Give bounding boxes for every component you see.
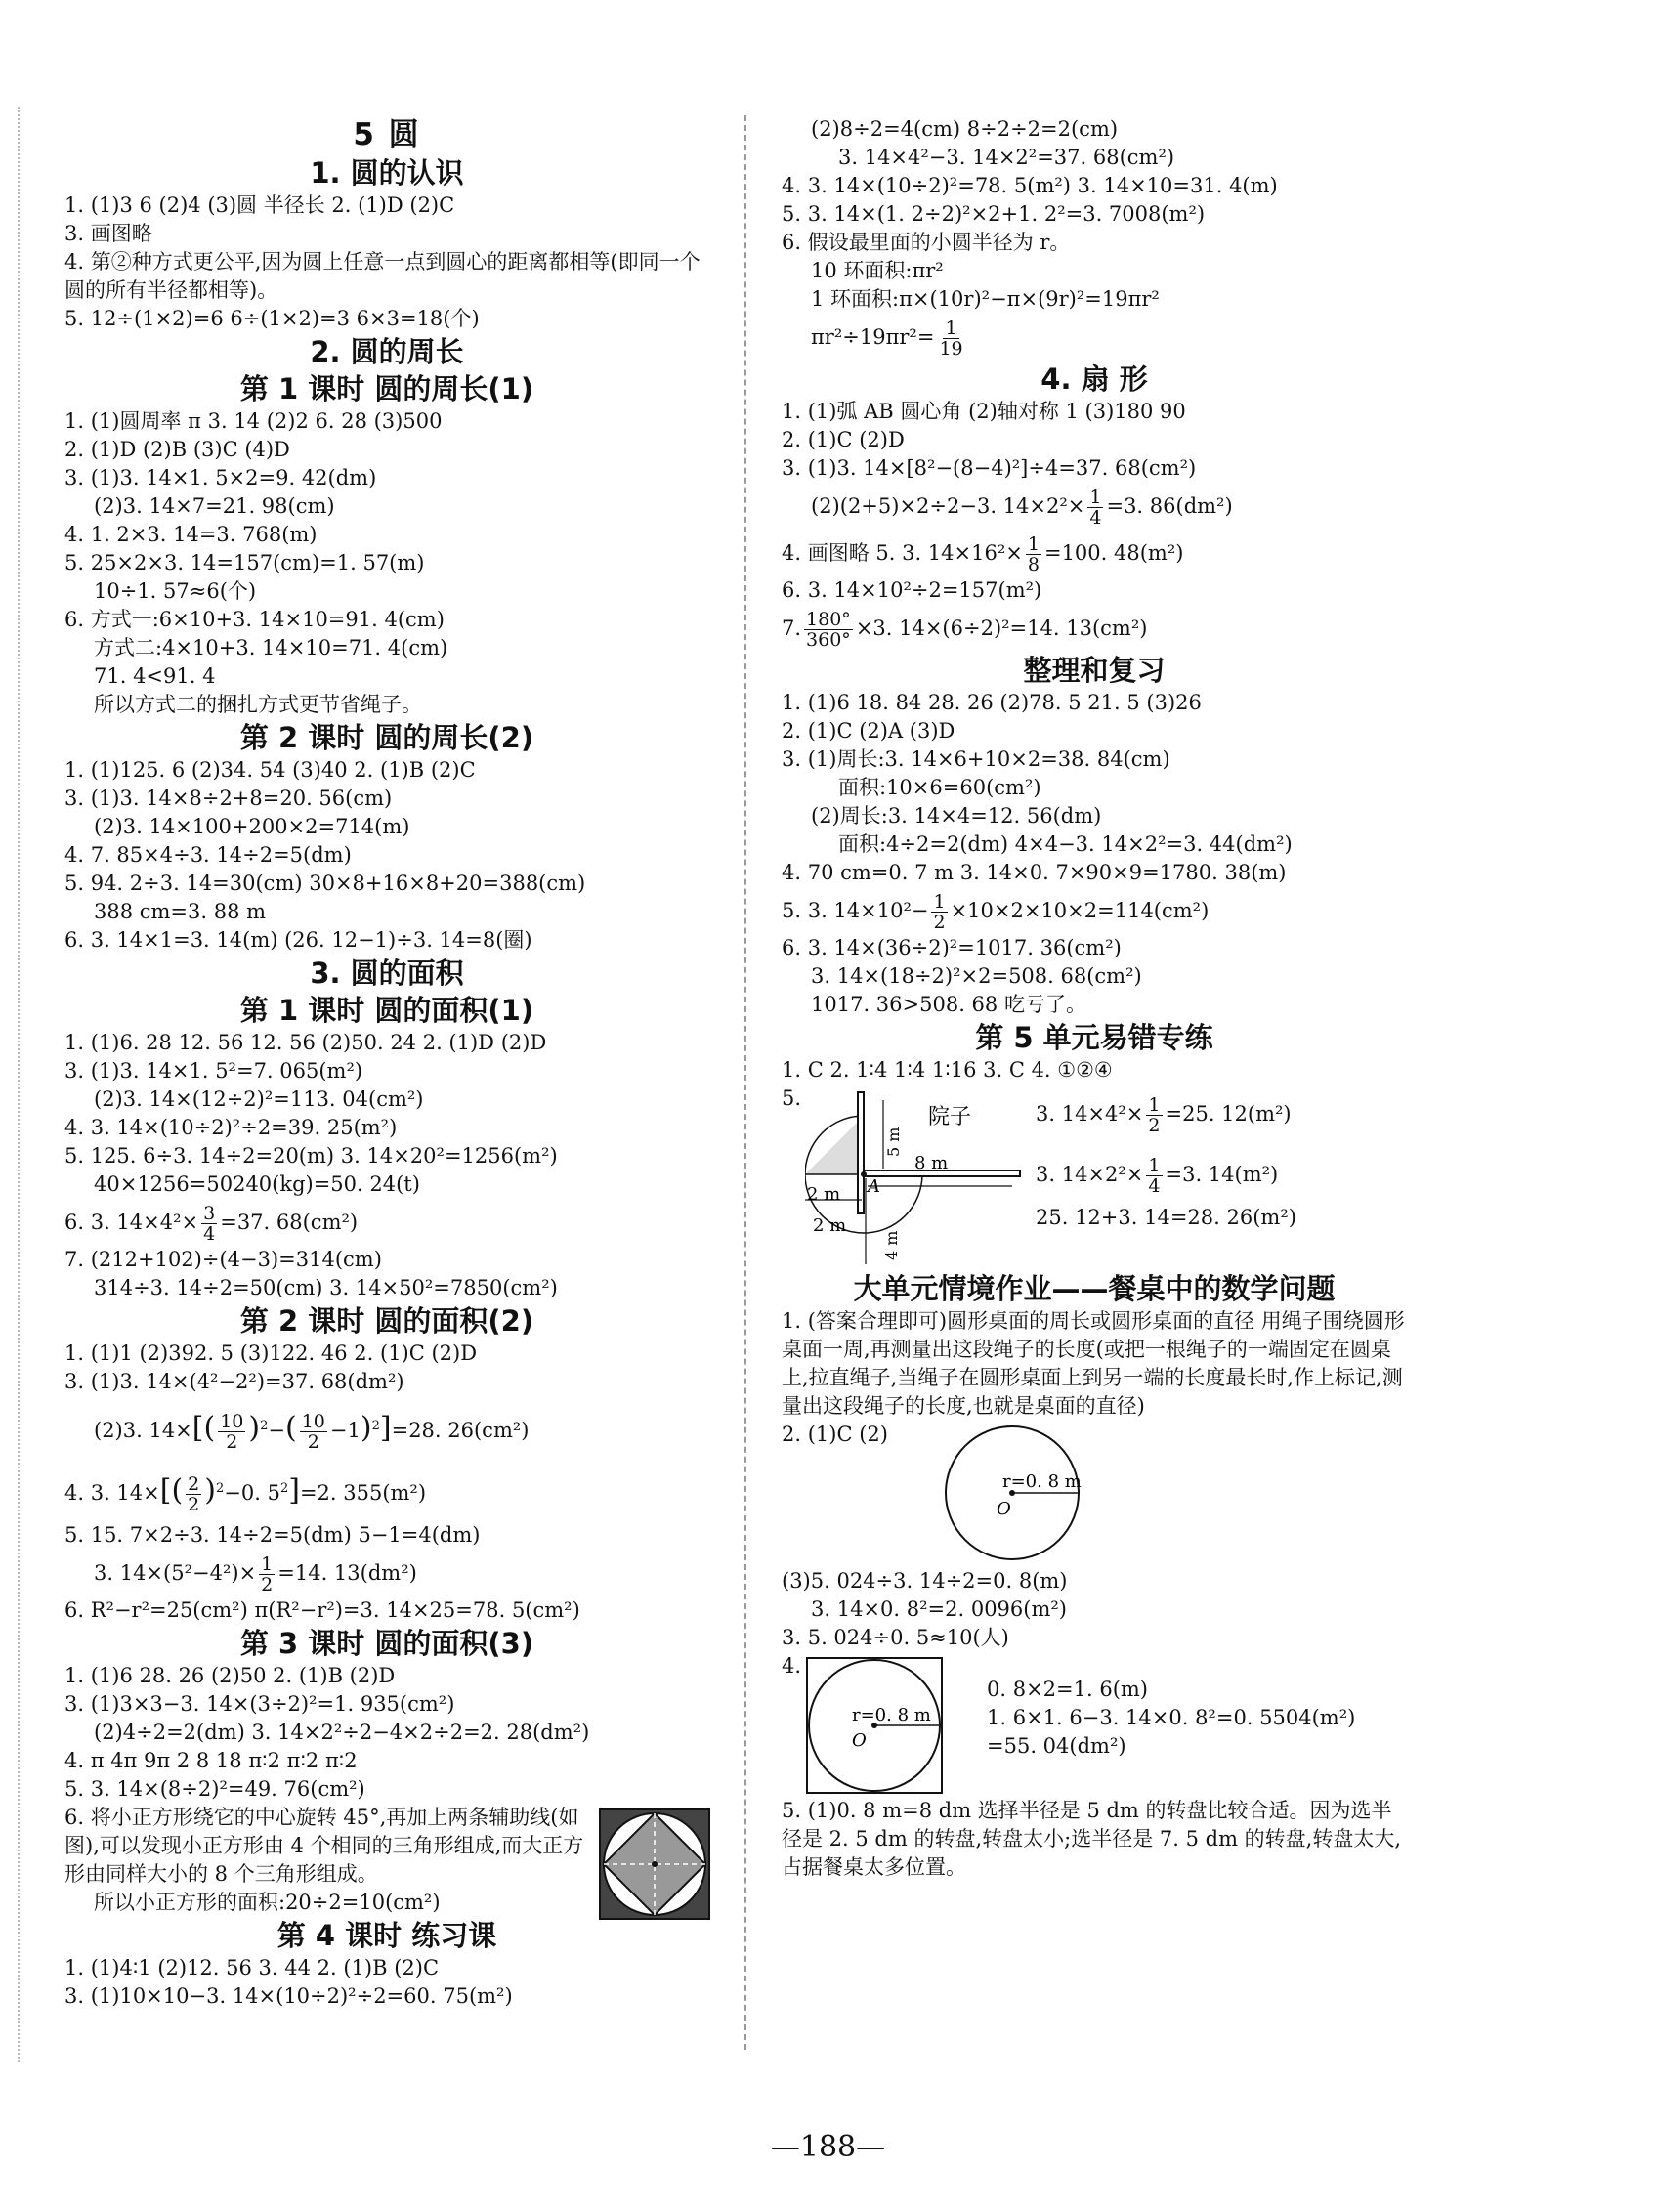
chapter-title: 5 圆 — [353, 117, 421, 152]
answer-line: 1. (1)6. 28 12. 56 12. 56 (2)50. 24 2. (1)D (2)D — [64, 1031, 547, 1054]
column-divider — [744, 115, 746, 2050]
answer-line: 7. (212+102)÷(4−3)=314(cm) — [64, 1248, 382, 1271]
answer-line: 5. 3. 14×(8÷2)²=49. 76(cm²) — [64, 1777, 365, 1801]
answer-line: 1. (1)125. 6 (2)34. 54 (3)40 2. (1)B (2)C — [64, 758, 476, 782]
answer-line: 1. (1)6 28. 26 (2)50 2. (1)B (2)D — [64, 1664, 396, 1687]
answer-line: 3. (1)3. 14×[8²−(8−4)²]÷4=37. 68(cm²) — [782, 456, 1197, 480]
rotated-square-figure — [598, 1808, 711, 1921]
answer-line: 5. 15. 7×2÷3. 14÷2=5(dm) 5−1=4(dm) — [64, 1523, 481, 1547]
answer-line: 6. 3. 14×10²÷2=157(m²) — [782, 578, 1042, 602]
answer-line: (2)4÷2=2(dm) 3. 14×2²÷2−4×2÷2=2. 28(dm²) — [94, 1721, 590, 1744]
page-number: —188— — [770, 2130, 886, 2164]
answer-line: 10÷1. 57≈6(个) — [94, 579, 257, 603]
page-edge-marks — [18, 107, 20, 2062]
answer-line: (2)8÷2=4(cm) 8÷2÷2=2(cm) — [811, 117, 1119, 141]
lesson-title: 第 2 课时 圆的周长(2) — [239, 721, 534, 754]
answer-line: 2. (1)D (2)B (3)C (4)D — [64, 438, 290, 461]
answer-line: 1. (1)3 6 (2)4 (3)圆 半径长 2. (1)D (2)C — [64, 193, 455, 217]
answer-line: 面积:4÷2=2(dm) 4×4−3. 14×2²=3. 44(dm²) — [838, 832, 1293, 856]
lesson-title: 第 3 课时 圆的面积(3) — [239, 1627, 534, 1660]
yard-diagram — [805, 1090, 1030, 1270]
answer-line: (3)5. 024÷3. 14÷2=0. 8(m) — [782, 1569, 1068, 1593]
section-title-big-unit: 大单元情境作业——餐桌中的数学问题 — [853, 1272, 1336, 1305]
section-title-circle-basics: 1. 圆的认识 — [310, 156, 464, 190]
answer-line: 3. (1)3. 14×8÷2+8=20. 56(cm) — [64, 787, 393, 810]
answer-line: 3. 14×0. 8²=2. 0096(m²) — [811, 1597, 1067, 1621]
svg-text:2 m: 2 m — [807, 1184, 841, 1205]
answer-line: 4. 3. 14×(10÷2)²=78. 5(m²) 3. 14×10=31. 4(m) — [782, 174, 1278, 197]
answer-line-fraction: 5. 3. 14×10²− $\frac{1}{2}$ ×10×2×10×2=114(cm²) — [782, 891, 1210, 933]
answer-line: 3. (1)3×3−3. 14×(3÷2)²=1. 935(cm²) — [64, 1692, 455, 1716]
answer-line: 5. (1)0. 8 m=8 dm 选择半径是 5 dm 的转盘比较合适。因为选半径是 2. 5 dm 的转盘,转盘太小;选半径是 7. 5 dm 的转盘,转盘太大,占据餐桌太多位置。 — [782, 1799, 1402, 1879]
answer-line: 1. (1)4∶1 (2)12. 56 3. 44 2. (1)B (2)C — [64, 1956, 440, 1979]
answer-line: 314÷3. 14÷2=50(cm) 3. 14×50²=7850(cm²) — [94, 1276, 558, 1299]
answer-line: 3. (1)3. 14×(4²−2²)=37. 68(dm²) — [64, 1370, 404, 1393]
answer-line: 所以小正方形的面积:20÷2=10(cm²) — [94, 1891, 441, 1914]
answer-line: 4. 第②种方式更公平,因为圆上任意一点到圆心的距离都相等(即同一个圆的所有半径都相等)。 — [64, 250, 701, 302]
answer-line: 4. 7. 85×4÷3. 14÷2=5(dm) — [64, 843, 352, 867]
answer-line: 1. (1)1 (2)392. 5 (3)122. 46 2. (1)C (2)D — [64, 1341, 478, 1365]
svg-text:2 m: 2 m — [813, 1215, 847, 1236]
answer-line: 6. 3. 14×1=3. 14(m) (26. 12−1)÷3. 14=8(圈) — [64, 928, 532, 952]
answer-line: 4. π 4π 9π 2 8 18 π∶2 π∶2 π∶2 — [64, 1749, 358, 1772]
answer-line: 1. (答案合理即可)圆形桌面的周长或圆形桌面的直径 用绳子围绕圆形桌面一周,再测量出这段绳子的长度(或把一根绳子的一端固定在圆桌上,拉直绳子,当绳子在圆形桌面上到另一端的长度最长时,作上标记,测量出这段绳子的长度,也就是桌面的直径) — [782, 1309, 1405, 1418]
lesson-title: 第 2 课时 圆的面积(2) — [239, 1304, 534, 1338]
answer-line: 3. (1)3. 14×1. 5×2=9. 42(dm) — [64, 466, 377, 489]
answer-line: 1 环面积:π×(10r)²−π×(9r)²=19πr² — [811, 287, 1160, 311]
answer-line: 4. 1. 2×3. 14=3. 768(m) — [64, 523, 318, 546]
right-column — [782, 115, 1407, 1882]
answer-line-fraction: πr²÷19πr²= $\frac{1}{19}$ — [811, 318, 963, 360]
answer-line-fraction: 7. $\frac{180^\circ}{360^\circ}$ ×3. 14×(6÷2)²=14. 13(cm²) — [782, 609, 1148, 651]
svg-text:O: O — [852, 1730, 867, 1751]
svg-text:5 m: 5 m — [884, 1127, 903, 1157]
answer-line: 4. 3. 14×(10÷2)²÷2=39. 25(m²) — [64, 1116, 398, 1139]
answer-line: 6. R²−r²=25(cm²) π(R²−r²)=3. 14×25=78. 5(cm²) — [64, 1598, 580, 1622]
answer-line-fraction: 4. 画图略 5. 3. 14×16²× $\frac{1}{8}$ =100. 48(m²) — [782, 533, 1184, 575]
question-6-with-figure — [64, 1804, 709, 1889]
answer-line: 5. 12÷(1×2)=6 6÷(1×2)=3 6×3=18(个) — [64, 307, 480, 330]
answer-line: 3. 14×(18÷2)²×2=508. 68(cm²) — [811, 964, 1142, 988]
answer-line: 2. (1)C (2)D — [782, 428, 905, 451]
answer-line: (2)3. 14×(12÷2)²=113. 04(cm²) — [94, 1087, 424, 1111]
answer-line-fraction: 3. 14×(5²−4²)× $\frac{1}{2}$ =14. 13(dm²) — [94, 1553, 417, 1595]
answer-line: 1. (1)圆周率 π 3. 14 (2)2 6. 28 (3)500 — [64, 409, 443, 433]
svg-text:A: A — [868, 1176, 880, 1197]
answer-line: 5. 3. 14×(1. 2÷2)²×2+1. 2²=3. 7008(m²) — [782, 202, 1206, 226]
answer-line: 2. (1)C (2)A (3)D — [782, 719, 955, 743]
answer-line: 方式二:4×10+3. 14×10=71. 4(cm) — [94, 636, 448, 659]
answer-line: (2)3. 14×100+200×2=714(m) — [94, 815, 410, 838]
section-title-sector: 4. 扇 形 — [1040, 362, 1148, 396]
svg-text:院子: 院子 — [928, 1105, 972, 1129]
answer-line: 面积:10×6=60(cm²) — [838, 776, 1041, 799]
answer-line: (2)周长:3. 14×4=12. 56(dm) — [811, 804, 1102, 828]
answer-line-fraction: (2)(2+5)×2÷2−3. 14×2²× $\frac{1}{4}$ =3. 86(dm²) — [811, 487, 1233, 529]
answer-line: 4. 70 cm=0. 7 m 3. 14×0. 7×90×9=1780. 38(m) — [782, 861, 1287, 884]
answer-line: 3. (1)3. 14×1. 5²=7. 065(m²) — [64, 1059, 363, 1083]
section-title-area: 3. 圆的面积 — [310, 957, 464, 990]
answer-line: 1. (1)弧 AB 圆心角 (2)轴对称 1 (3)180 90 — [782, 400, 1186, 423]
lesson-title: 第 4 课时 练习课 — [276, 1919, 497, 1952]
circle-radius-diagram — [942, 1423, 1088, 1565]
answer-line: 3. (1)周长:3. 14×6+10×2=38. 84(cm) — [782, 747, 1170, 771]
answer-line: 3. 14×4²−3. 14×2²=37. 68(cm²) — [838, 146, 1175, 169]
answer-line-fraction: (2)3. 14×[( $\frac{10}{2}$ )$^2$−( $\frac{10}{2}$ −1)$^2$]=28. 26(cm²) — [94, 1411, 530, 1453]
svg-text:r=0. 8 m: r=0. 8 m — [1002, 1471, 1082, 1492]
lesson-title: 第 1 课时 圆的面积(1) — [239, 994, 534, 1027]
answer-line: 1. 6×1. 6−3. 14×0. 8²=0. 5504(m²) — [987, 1706, 1356, 1729]
answer-line: 0. 8×2=1. 6(m) — [987, 1678, 1148, 1701]
answer-line-fraction: 4. 3. 14×[( $\frac{2}{2}$ )$^2$−0. $5^2]=2$. 355(m²) — [64, 1473, 427, 1515]
answer-line: =55. 04(dm²) — [987, 1734, 1126, 1758]
answer-line: 3. 画图略 — [64, 222, 152, 245]
answer-line: 6. 将小正方形绕它的中心旋转 45°,再加上两条辅助线(如图),可以发现小正方形由 4 个相同的三角形组成,而大正方形由同样大小的 8 个三角形组成。 — [64, 1806, 584, 1886]
answer-line: 6. 假设最里面的小圆半径为 r。 — [782, 231, 1071, 254]
answer-line: 6. 方式一:6×10+3. 14×10=91. 4(cm) — [64, 608, 445, 631]
answer-line: 5. 125. 6÷3. 14÷2=20(m) 3. 14×20²=1256(m²) — [64, 1144, 558, 1168]
section-title-review: 整理和复习 — [1023, 654, 1166, 687]
svg-text:8 m: 8 m — [914, 1153, 949, 1173]
answer-line: 40×1256=50240(kg)=50. 24(t) — [94, 1172, 420, 1196]
answer-line-fraction: 3. 14×2²× $\frac{1}{4}$ =3. 14(m²) — [1036, 1155, 1279, 1197]
answer-line: 1. (1)6 18. 84 28. 26 (2)78. 5 21. 5 (3)26 — [782, 691, 1202, 714]
question-2-circle-figure: 2. (1)C (2) r=0. 8 m O — [782, 1421, 1407, 1567]
fraction: $\frac{3}{4}$ — [203, 1203, 216, 1245]
answer-line: 25. 12+3. 14=28. 26(m²) — [1036, 1206, 1296, 1229]
answer-line: 1017. 36>508. 68 吃亏了。 — [811, 993, 1086, 1016]
question-5-yard-figure: 5. 5 m 院子 8 m 2 m A 2 m 4 m 3. 14×4²× $\frac{1}{2}$ =25. 12(m²) 3. 14×2²× $\frac{1}{4}$ =3. 14(m²) 25. 12+3. 14=28. 26(m²) — [782, 1085, 1407, 1270]
answer-line: 所以方式二的捆扎方式更节省绳子。 — [94, 693, 422, 716]
answer-line: (2)3. 14×7=21. 98(cm) — [94, 494, 335, 518]
answer-line: 1. C 2. 1∶4 1∶4 1∶16 3. C 4. ①②④ — [782, 1058, 1113, 1082]
svg-text:O: O — [997, 1499, 1011, 1519]
circle-in-square-diagram — [803, 1656, 950, 1795]
answer-line: 388 cm=3. 88 m — [94, 900, 267, 923]
section-title-circumference: 2. 圆的周长 — [310, 335, 464, 368]
answer-line: 71. 4<91. 4 — [94, 664, 216, 688]
answer-line: 3. (1)10×10−3. 14×(10÷2)²÷2=60. 75(m²) — [64, 1984, 513, 2008]
answer-line: 3. 5. 024÷0. 5≈10(人) — [782, 1626, 1009, 1649]
svg-text:r=0. 8 m: r=0. 8 m — [852, 1705, 931, 1725]
answer-line: 5. 25×2×3. 14=157(cm)=1. 57(m) — [64, 551, 425, 574]
answer-line: 5. 94. 2÷3. 14=30(cm) 30×8+16×8+20=388(cm) — [64, 872, 586, 895]
answer-line: 6. 3. 14×(36÷2)²=1017. 36(cm²) — [782, 936, 1122, 959]
answer-line-fraction: 6. 3. 14×4²× $\frac{3}{4}$ =37. 68(cm²) — [64, 1203, 359, 1245]
answer-line: 10 环面积:πr² — [811, 259, 944, 282]
left-column — [64, 115, 709, 2011]
question-4-square-circle-figure: 4. r=0. 8 m O 0. 8×2=1. 6(m) 1. 6×1. 6−3. 14×0. 8²=0. 5504(m²) =55. 04(dm²) — [782, 1652, 1407, 1797]
section-title-error-practice: 第 5 单元易错专练 — [975, 1021, 1213, 1054]
svg-text:4 m: 4 m — [882, 1230, 901, 1260]
lesson-title: 第 1 课时 圆的周长(1) — [239, 372, 534, 405]
answer-line-fraction: 3. 14×4²× $\frac{1}{2}$ =25. 12(m²) — [1036, 1094, 1292, 1136]
